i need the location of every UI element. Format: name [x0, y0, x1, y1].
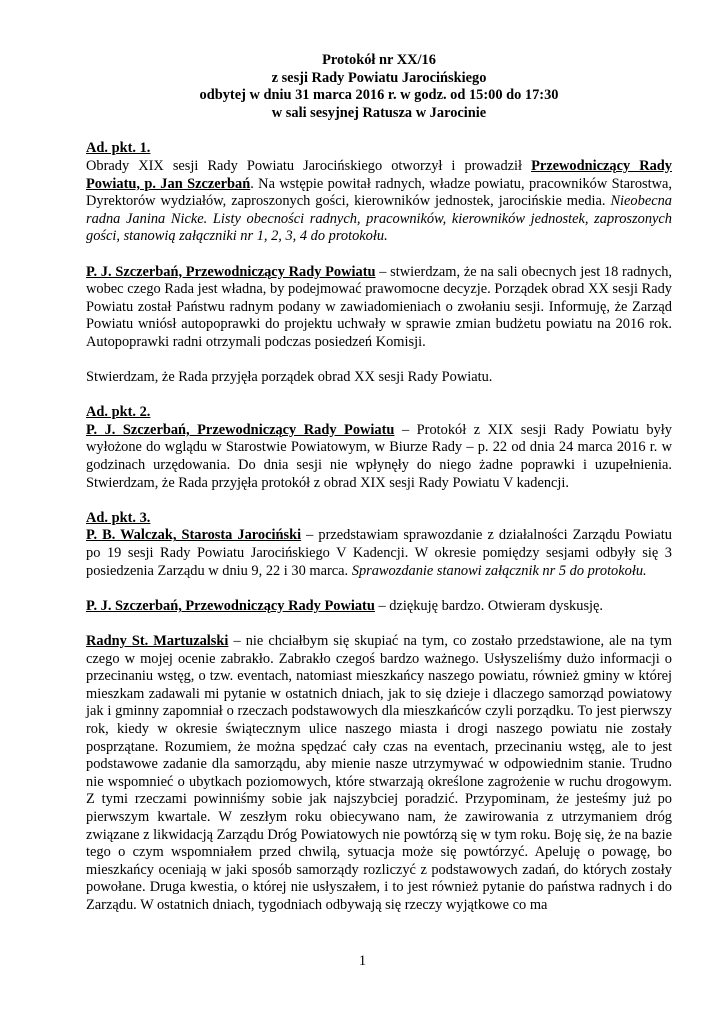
document-header — [86, 52, 672, 122]
paragraph: P. J. Szczerbań, Przewodniczący Rady Powiatu – Protokół z XIX sesji Rady Powiatu były wyłożone do wglądu w Starostwie Powiatowym, w Biurze Rady – p. 22 od dnia 24 marca 2016 r. w godzinach urzędowania. Do dnia sesji nie wpłynęły do niego żadne poprawki i uzupełnienia. Stwierdzam, że Rada przyjęła protokół z obrad XIX sesji Rady Powiatu V kadencji. — [86, 421, 673, 491]
section-heading: Ad. pkt. 1. — [86, 140, 151, 157]
section-heading: Ad. pkt. 2. — [86, 404, 151, 421]
header-date: odbytej w dniu 31 marca 2016 r. w godz. od 15:00 do 17:30 — [199, 87, 559, 104]
paragraph: Radny St. Martuzalski – nie chciałbym się skupiać na tym, co zostało przedstawione, ale na tym czego w mojej ocenie zabrakło. Zabrakło czegoś bardzo ważnego. Usłyszeliśmy dużo informacji o przecinaniu wstęg, o tzw. eventach, natomiast mieszkańcy naszego powiatu, również gminy w której mieszkam zadawali mi pytanie w ostatnich dniach, jak to się dzieje i dlaczego samorząd powiatowy jak i gminny zapomniał o rzeczach podstawowych dla mieszkańców czyli porządku. To jest pierwszy rok, kiedy w okresie świątecznym ulice naszego miasta i drogi naszego powiatu nie zostały posprzątane. Rozumiem, że można spędzać cały czas na eventach, przecinaniu wstęg, ale to jest podstawowe zadanie dla samorządu, aby mienie nasze utrzymywać w odpowiednim stanie. Trudno nie wspomnieć o ubytkach poziomowych, które stwarzają określone zagrożenie w ruchu drogowym. Z tymi rzeczami powinniśmy sobie jak najszybciej poradzić. Przypominam, że jesteśmy już po pierwszym kwartale. W zeszłym roku obiecywano nam, że zawirowania z utrzymaniem dróg związane z likwidacją Zarządu Dróg Powiatowych nie powtórzą się w tym roku. Boję się, że na bazie tego o czym wspomniałem przed chwilą, sytuacja może się powtórzyć. Apeluję o powagę, bo mieszkańcy oceniają w jaki sposób samorządy rozliczyć z podstawowych zadań, do których zostały powołane. Druga kwestia, o której nie usłyszałem, i to jest również pytanie do państwa radnych i do Zarządu. W ostatnich dniach, tygodniach odbywają się rzeczy wyjątkowe co ma — [86, 633, 672, 913]
speaker-name: P. B. Walczak, Starosta Jarociński — [86, 527, 302, 544]
speaker-name: P. J. Szczerbań, Przewodniczący Rady Powiatu — [86, 263, 376, 280]
speaker-name: P. J. Szczerbań, Przewodniczący Rady Powiatu — [86, 597, 375, 614]
header-title: Protokół nr XX/16 — [322, 52, 436, 68]
page-number: 1 — [358, 953, 367, 969]
speaker-name: Radny St. Martuzalski — [86, 633, 229, 649]
speaker-name: P. J. Szczerbań, Przewodniczący Rady Powiatu — [86, 421, 395, 438]
paragraph: Obrady XIX sesji Rady Powiatu Jarocińskiego otworzył i prowadził Przewodniczący Rady Powiatu, p. Jan Szczerbań. Na wstępie powitał radnych, władze powiatu, pracowników Starostwa, Dyrektorów wydziałów, zaproszonych gości, kierowników jednostek, jarocińskie media. Nieobecna radna Janina Nicke. Listy obecności radnych, pracowników, kierowników jednostek, zaproszonych gości, stanowią załączniki nr 1, 2, 3, 4 do protokołu. — [86, 157, 672, 245]
header-location: w sali sesyjnej Ratusza w Jarocinie — [271, 104, 487, 121]
paragraph: P. J. Szczerbań, Przewodniczący Rady Powiatu – dziękuję bardzo. Otwieram dyskusję. — [86, 597, 604, 614]
speaker-name: Przewodniczący Rady Powiatu, p. Jan Szczerbań — [86, 157, 672, 192]
header-subtitle: z sesji Rady Powiatu Jarocińskiego — [271, 69, 487, 86]
section-heading: Ad. pkt. 3. — [86, 509, 151, 526]
document-page — [86, 52, 672, 915]
paragraph: P. J. Szczerbań, Przewodniczący Rady Powiatu – stwierdzam, że na sali obecnych jest 18 radnych, wobec czego Rada jest władna, by podejmować prawomocne decyzje. Porządek obrad XX sesji Rady Powiatu został Państwu radnym podany w zawiadomieniach o zwołaniu sesji. Informuję, że Zarząd Powiatu wniósł autopoprawki do projektu uchwały w sprawie zmian budżetu powiatu na 2016 rok. Autopoprawki radni otrzymali podczas posiedzeń Komisji. — [86, 263, 672, 350]
paragraph: Stwierdzam, że Rada przyjęła porządek obrad XX sesji Rady Powiatu. — [86, 369, 493, 386]
paragraph: P. B. Walczak, Starosta Jarociński – przedstawiam sprawozdanie z działalności Zarządu Powiatu po 19 sesji Rady Powiatu Jarocińskiego V Kadencji. W okresie pomiędzy sesjami odbyły się 3 posiedzenia Zarządu w dniu 9, 22 i 30 marca. Sprawozdanie stanowi załącznik nr 5 do protokołu. — [86, 527, 672, 579]
